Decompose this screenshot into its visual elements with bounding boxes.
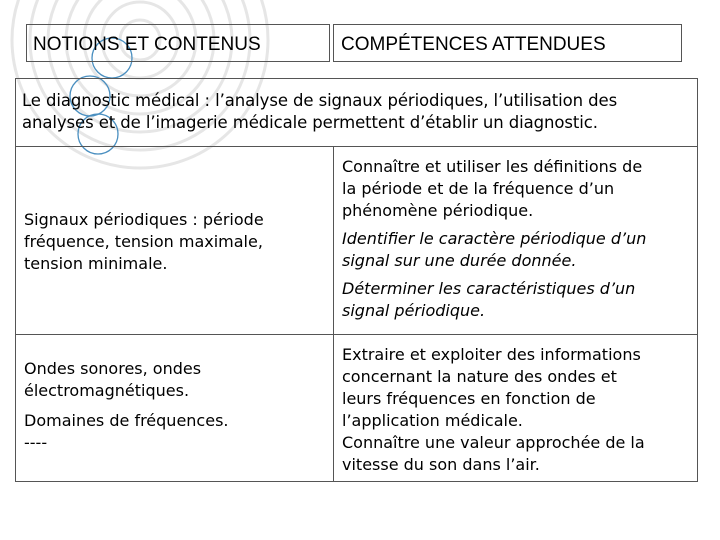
- column-divider: [333, 146, 334, 482]
- row2-notions-line-1: Ondes sonores, ondes: [24, 359, 202, 378]
- row1-comp-p2-line-1: Identifier le caractère périodique d’un: [342, 229, 647, 248]
- row1-notions-line-1: Signaux périodiques : période: [24, 210, 264, 229]
- row2-comp-line-3: leurs fréquences en fonction de: [342, 389, 596, 408]
- notions-header-label: NOTIONS ET CONTENUS: [33, 34, 261, 55]
- row2-notions-p2: Domaines de fréquences.: [24, 411, 229, 430]
- row1-notions-cell: [24, 209, 324, 275]
- row1-comp-p1-line-2: la période et de la fréquence d’un: [342, 179, 615, 198]
- row2-competences-cell: [342, 344, 692, 476]
- row-divider: [15, 334, 698, 335]
- banner-text: [22, 90, 694, 134]
- competences-header: [333, 24, 682, 62]
- banner-line-2: analyses et de l’imagerie médicale permettent d’établir un diagnostic.: [22, 113, 598, 132]
- row1-comp-p1-line-1: Connaître et utiliser les définitions de: [342, 157, 643, 176]
- competences-header-label: COMPÉTENCES ATTENDUES: [341, 34, 606, 55]
- row1-notions-line-2: fréquence, tension maximale,: [24, 232, 263, 251]
- notions-header: [26, 24, 330, 62]
- row2-notions-p3: ----: [24, 433, 48, 452]
- row2-comp-line-5: Connaître une valeur approchée de la: [342, 433, 645, 452]
- row2-comp-line-1: Extraire et exploiter des informations: [342, 345, 641, 364]
- row1-comp-p1: [342, 156, 692, 222]
- row1-notions-line-3: tension minimale.: [24, 254, 168, 273]
- row2-notions-cell: [24, 358, 324, 454]
- row1-competences-cell: [342, 156, 692, 322]
- row1-comp-p3-line-2: signal périodique.: [342, 301, 486, 320]
- row2-comp-line-4: l’application médicale.: [342, 411, 523, 430]
- row1-comp-p1-line-3: phénomène périodique.: [342, 201, 534, 220]
- row2-comp-line-6: vitesse du son dans l’air.: [342, 455, 540, 474]
- row2-notions-p1: [24, 358, 324, 402]
- row1-comp-p3-line-1: Déterminer les caractéristiques d’un: [342, 279, 636, 298]
- row1-comp-p3: [342, 278, 692, 322]
- banner-line-1: Le diagnostic médical : l’analyse de signaux périodiques, l’utilisation des: [22, 91, 618, 110]
- row1-comp-p2-line-2: signal sur une durée donnée.: [342, 251, 577, 270]
- banner-divider: [15, 146, 698, 147]
- row1-comp-p2: [342, 228, 692, 272]
- row2-comp-line-2: concernant la nature des ondes et: [342, 367, 617, 386]
- row2-notions-line-2: électromagnétiques.: [24, 381, 190, 400]
